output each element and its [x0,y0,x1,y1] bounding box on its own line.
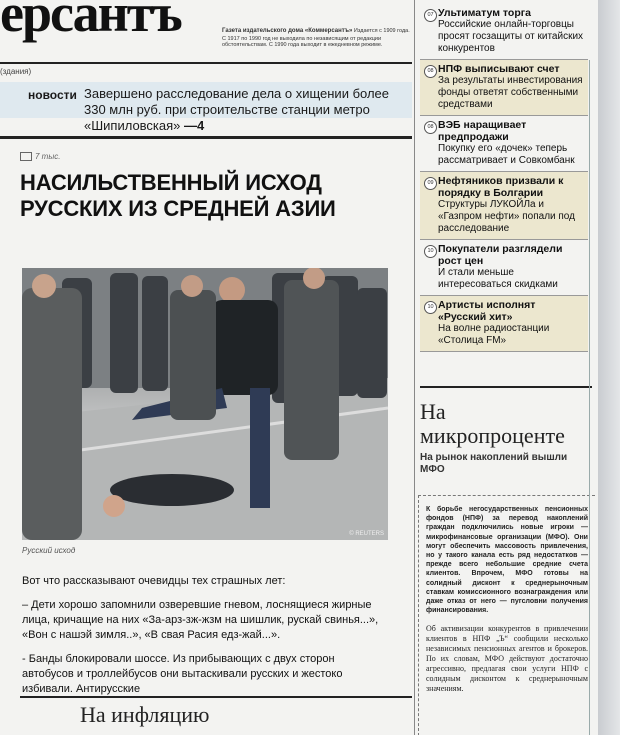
article-headline: НАСИЛЬСТВЕННЫЙ ИСХОД РУССКИХ ИЗ СРЕДНЕЙ АЗИИ [20,170,336,221]
next-article-headline: На инфляцию [80,702,210,727]
page-number-badge: 08 [424,121,437,134]
article-meta [20,152,60,161]
photo-caption: Русский исход [22,546,76,555]
news-label: новости [28,88,77,102]
sidebar-item[interactable] [420,116,588,172]
sidebar-item-title: ВЭБ наращивает предпродажи [438,119,527,143]
section-rule [0,136,412,139]
news-headline: Завершено расследование дела о хищении более 330 млн руб. при строительстве станции метро «Шипиловская» [84,86,390,133]
page-number-badge: 10 [424,245,437,258]
page-number-badge: 10 [424,301,437,314]
sidebar-item[interactable] [420,296,588,352]
sidebar-item[interactable] [420,240,588,296]
sidebar-item[interactable] [420,4,588,60]
publisher-name: Газета издательского дома «Коммерсантъ» [222,28,353,34]
sidebar-item-desc: Российские онлайн-торговцы просят госзащиты от китайских конкурентов [438,19,584,54]
sidebar-item-desc: За результаты инвестирования фонды ответят собственными средствами [438,75,583,110]
book-icon [20,152,32,161]
article-paragraph: Вот что рассказывают очевидцы тех страшных лет: [22,575,286,587]
teaser-rule [420,386,592,388]
news-strip[interactable] [0,82,412,133]
sidebar-item-title: Ультиматум торга [438,7,531,19]
article-photo [22,268,388,540]
page-number-badge: 08 [424,65,437,78]
sidebar-item-desc: На волне радиостанции «Столица FM» [438,323,550,346]
photo-credit: © REUTERS [349,531,384,537]
frame-edge [589,60,620,735]
publisher-info [222,28,412,49]
teaser-subhead: На рынок накоплений вышли МФО [420,452,568,475]
sidebar-item-title: НПФ выписывают счет [438,63,560,75]
teaser-text: Об активизации конкурентов в привлечении клиентов в НПФ „Ъ“ сообщили несколько независимых пенсионных агентов и брокеров. По их словам, МФО действуют достаточно агрессивно, предлагая свои услуги НПФ с солидным дисконтом к среднерыночным значениям. [426,624,588,693]
publisher-history: Издается с 1909 года. С 1917 по 1990 год не выходила по независящим от редакции обстоятельствам. С 1990 года выходит в ежедневном режиме. [222,28,410,49]
sidebar-item-title: Покупатели разглядели рост цен [438,243,563,267]
sidebar-item-title: Артисты исполнят «Русский хит» [438,299,536,323]
section-tag: (здания) [0,67,32,76]
read-count: 7 тыс. [35,152,61,161]
bottom-rule [20,696,412,698]
page-number-badge: 09 [424,177,437,190]
sidebar-item[interactable] [420,60,588,116]
sidebar-item-desc: И стали меньше интересоваться скидками [438,267,558,290]
article-paragraph: – Дети хорошо запомнили озверевшие гневом, лоснящиеся жирные лица, кричащие на них «За-арз-зж-жзм на шишлик, рускай свинья...», «Вон с нашэй зимля..», «В свая Расия едз-жай...». [22,599,379,641]
masthead-rule [0,62,412,64]
sidebar-item-title: Нефтяников призвали к порядку в Болгарии [438,175,564,199]
news-text [84,86,406,134]
teaser-headline: На микропроценте [420,399,565,448]
article-body [22,574,388,706]
column-divider [414,0,415,735]
sidebar-item-desc: Структуры ЛУКОЙЛа и «Газпром нефти» попали под расследование [438,199,575,234]
teaser-lead: К борьбе негосударственных пенсионных фондов (НПФ) за перевод накоплений граждан подключились новые игроки — микрофинансовые организации (МФО). Они могут обеспечить массовость привлечения, но у такого канала есть ряд недостатков — прежде всего небольшие средние счета клиентов. Впрочем, МФО готовы на солидный дисконт к среднерыночным ставкам комиссионного вознаграждения или даже отказ от него — пугсловни получения финансирования. [426,506,588,615]
article-paragraph: - Банды блокировали шоссе. Из прибывающих с двух сторон автобусов и троллейбусов они вытаскивали русских и жестоко избивали. Антирусские [22,653,343,695]
sidebar-index [420,4,588,352]
news-page-ref: —4 [184,118,205,133]
photo-illustration [22,268,388,540]
page-number-badge: 07 [424,9,437,22]
sidebar-item[interactable] [420,172,588,240]
sidebar-item-desc: Покупку его «дочек» теперь рассматривает и Совкомбанк [438,143,575,166]
masthead-title: ерсантъ [0,0,181,43]
